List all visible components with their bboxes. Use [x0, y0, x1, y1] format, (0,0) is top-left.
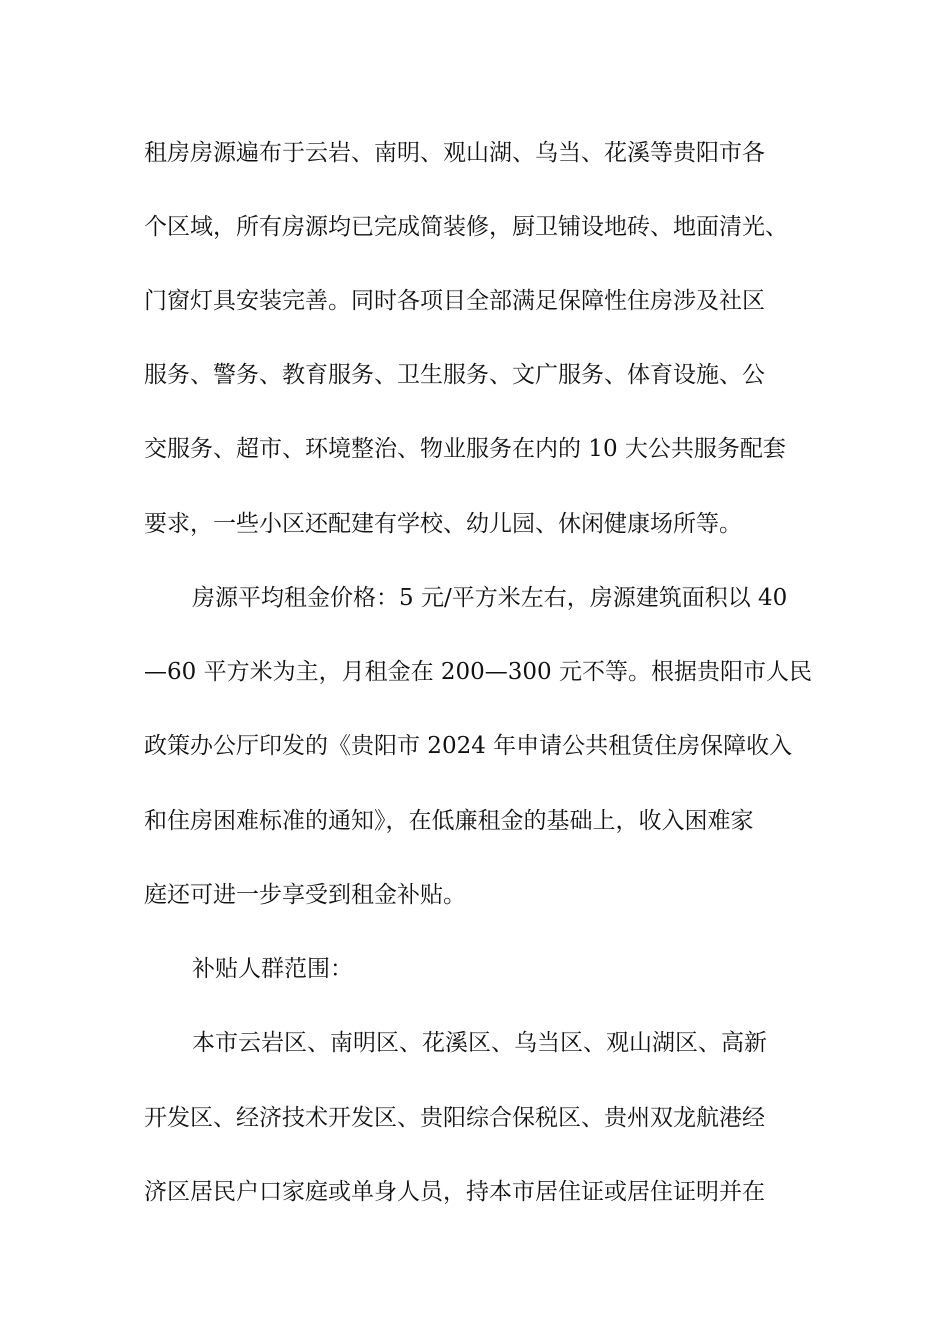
- paragraph-line-7: 房源平均租金价格：5 元/平方米左右，房源建筑面积以 40: [192, 585, 788, 611]
- paragraph-line-3: 门窗灯具安装完善。同时各项目全部满足保障性住房涉及社区: [144, 288, 765, 314]
- paragraph-line-2: 个区域，所有房源均已完成简装修，厨卫铺设地砖、地面清光、: [144, 214, 788, 240]
- paragraph-line-14: 开发区、经济技术开发区、贵阳综合保税区、贵州双龙航港经: [144, 1105, 765, 1131]
- paragraph-line-13: 本市云岩区、南明区、花溪区、乌当区、观山湖区、高新: [192, 1030, 767, 1056]
- paragraph-line-10: 和住房困难标准的通知》，在低廉租金的基础上，收入困难家: [144, 808, 754, 834]
- paragraph-line-4: 服务、警务、教育服务、卫生服务、文广服务、体育设施、公: [144, 362, 765, 388]
- paragraph-line-11: 庭还可进一步享受到租金补贴。: [144, 882, 466, 908]
- paragraph-line-9: 政策办公厅印发的《贵阳市 2024 年申请公共租赁住房保障收入: [144, 733, 793, 759]
- paragraph-line-8: —60 平方米为主，月租金在 200—300 元不等。根据贵阳市人民: [144, 659, 812, 685]
- paragraph-line-5: 交服务、超市、环境整治、物业服务在内的 10 大公共服务配套: [144, 436, 786, 462]
- paragraph-line-6: 要求，一些小区还配建有学校、幼儿园、休闲健康场所等。: [144, 511, 742, 537]
- section-heading-subsidy-scope: 补贴人群范围：: [192, 956, 353, 982]
- paragraph-line-1: 租房房源遍布于云岩、南明、观山湖、乌当、花溪等贵阳市各: [144, 140, 765, 166]
- paragraph-line-15: 济区居民户口家庭或单身人员，持本市居住证或居住证明并在: [144, 1179, 765, 1205]
